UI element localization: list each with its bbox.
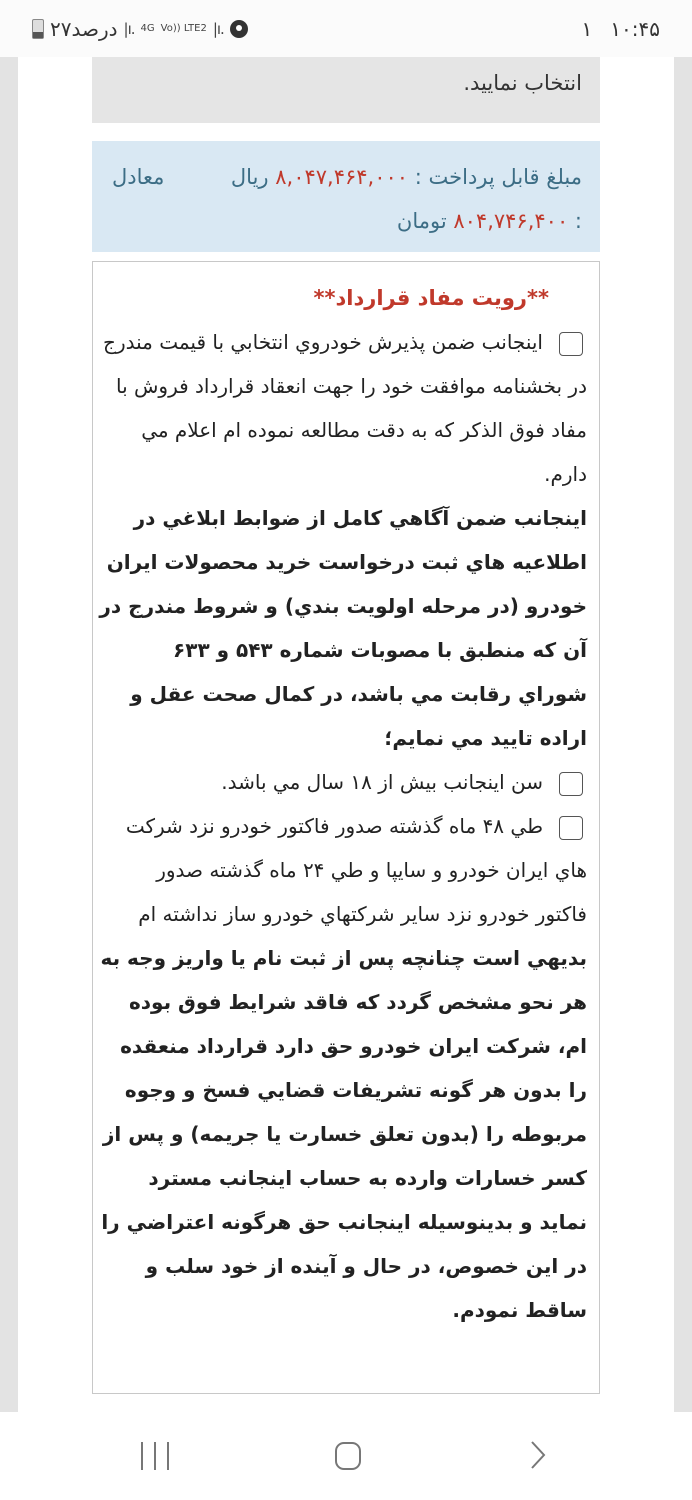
alarm-icon: [230, 20, 248, 38]
regulations-acknowledgement: اينجانب ضمن آگاهي كامل از ضوابط ابلاغي در اطلاعيه هاي ثبت درخواست خريد محصولات ايران خودرو (در مرحله اولويت بندي) و شروط مندرج در آن كه منطبق با مصوبات شماره ۵۴۳ و ۶۳۳ شوراي رقابت مي باشد، در كمال صحت عقل و اراده تاييد مي نمايم؛: [99, 506, 587, 750]
network-4g-icon: 4G: [140, 22, 155, 34]
payable-amount-box: [92, 141, 600, 252]
info-notice-text: انتخاب نمایید.: [463, 71, 582, 95]
signal-icon-2: |ı.: [212, 19, 224, 38]
amount-label: مبلغ قابل پرداخت :: [414, 165, 582, 189]
page-edge-right: [674, 57, 692, 1412]
colon: :: [574, 209, 582, 233]
battery-icon: [32, 19, 44, 39]
info-notice-box: [92, 57, 600, 123]
rial-amount: ۸,۰۴۷,۴۶۴,۰۰۰: [275, 165, 409, 189]
terms-agreement-text: اينجانب ضمن پذيرش خودروي انتخابي با قيمت مندرج در بخشنامه موافقت خود را جهت انعقاد قرارداد فروش با مفاد فوق الذكر كه به دقت مطالعه نموده ام اعلام مي دارم.: [103, 330, 587, 486]
status-left: [32, 17, 248, 41]
recent-apps-icon[interactable]: [141, 1442, 169, 1472]
toman-unit: تومان: [396, 209, 447, 233]
status-bar: [0, 0, 692, 57]
rial-unit: ریال: [230, 165, 269, 189]
contract-terms-box: [92, 261, 600, 1394]
page-edge-left: [0, 57, 18, 1412]
toman-amount: ۸۰۴,۷۴۶,۴۰۰: [453, 209, 569, 233]
battery-percent: ۲۷درصد: [50, 16, 118, 41]
cancellation-clause: بديهي است چنانچه پس از ثبت نام يا واريز وجه به هر نحو مشخص گردد كه فاقد شرايط فوق بوده ام، شركت ايران خودرو حق دارد قرارداد منعقده را بدون هر گونه تشريفات قضايي فسخ و وجوه مربوطه را (بدون تعلق خسارت يا جريمه) و پس از كسر خسارات وارده به حساب اينجانب مسترد نمايد و بدينوسيله اينجانب حق هرگونه اعتراضي را در اين خصوص، در حال و آينده از خود سلب و ساقط نمودم.: [100, 946, 587, 1322]
terms-agreement-item: [99, 320, 587, 496]
amount-line-2: [110, 199, 582, 243]
amount-line-1: [110, 155, 582, 199]
home-icon[interactable]: [335, 1442, 361, 1470]
no-prior-purchase-item: [99, 804, 587, 936]
age-confirmation-text: سن اينجانب بيش از ۱۸ سال مي باشد.: [221, 770, 543, 794]
equivalent-label: معادل: [112, 165, 165, 189]
terms-agreement-checkbox[interactable]: [559, 332, 583, 356]
volte-icon: Vo)) LTE2: [160, 22, 207, 34]
notification-count: ۱: [581, 16, 593, 41]
clock: ۱۰:۴۵: [610, 16, 660, 41]
contract-title: **رويت مفاد قرارداد**: [313, 286, 549, 310]
system-nav-bar: [0, 1412, 692, 1500]
age-confirmation-item: [99, 760, 587, 804]
no-prior-purchase-text: طي ۴۸ ماه گذشته صدور فاكتور خودرو نزد شركت هاي ايران خودرو و سايپا و طي ۲۴ ماه گذشته صدور فاكتور خودرو نزد ساير شركتهاي خودرو ساز نداشته ام: [125, 814, 587, 926]
no-prior-purchase-checkbox[interactable]: [559, 816, 583, 840]
signal-icon: |ı.: [123, 19, 135, 38]
age-confirmation-checkbox[interactable]: [559, 772, 583, 796]
status-right: [582, 17, 660, 41]
back-icon[interactable]: [530, 1440, 546, 1470]
